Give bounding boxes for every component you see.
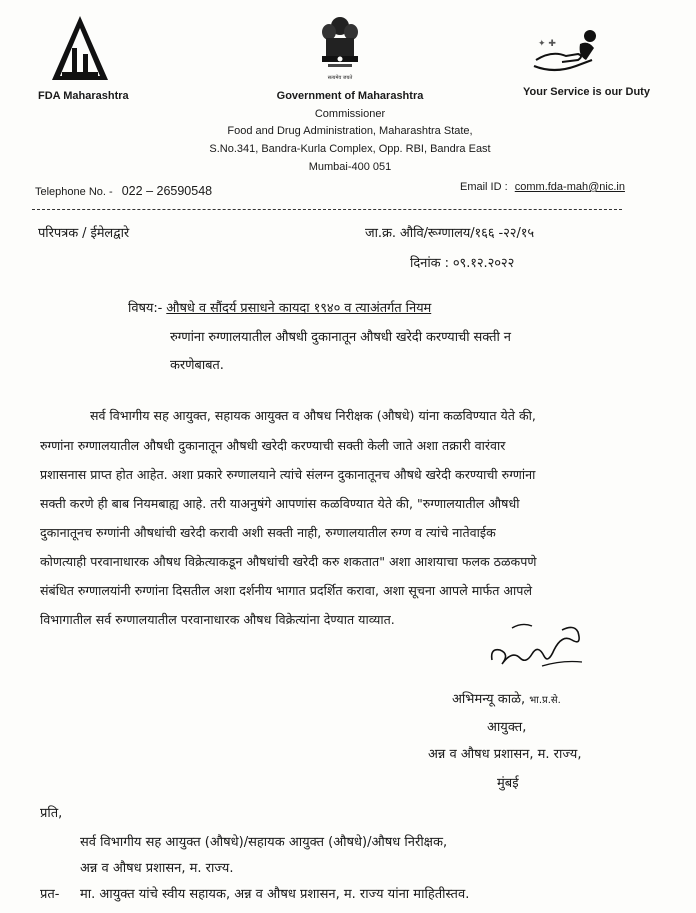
recipient-line-2: अन्न व औषध प्रशासन, म. राज्य. bbox=[80, 861, 234, 876]
signatory-city: मुंबई bbox=[497, 776, 519, 791]
header-divider bbox=[32, 209, 622, 210]
reference-number: जा.क्र. औवि/रूग्णालय/१६६ -२२/१५ bbox=[365, 226, 535, 241]
header-line-3: S.No.341, Bandra-Kurla Complex, Opp. RBI, Bandra East bbox=[209, 143, 491, 155]
fda-maharashtra-label: FDA Maharashtra bbox=[38, 90, 129, 102]
copy-label: प्रत- bbox=[40, 887, 60, 902]
state-emblem bbox=[318, 14, 362, 76]
svg-text:✦ ✚: ✦ ✚ bbox=[538, 39, 556, 49]
subject-line-3: करणेबाबत. bbox=[170, 358, 224, 373]
email-line bbox=[460, 181, 625, 193]
subject-label: विषय:- bbox=[128, 301, 163, 316]
subject-line-1 bbox=[128, 298, 431, 316]
body-line: संबंधित रुग्णालयांनी रुग्णांना दिसतील अशा दर्शनीय भागात प्रदर्शित करावा, अशा सूचना आपले मार्फत आपले bbox=[40, 583, 532, 598]
email-link[interactable]: comm.fda-mah@nic.in bbox=[514, 181, 625, 193]
motto-label: Your Service is our Duty bbox=[523, 86, 650, 98]
subject-line-2: रुग्णांना रुग्णालयातील औषधी दुकानातून औषधी खरेदी करण्याची सक्ती न bbox=[170, 330, 511, 345]
signatory-title: आयुक्त, bbox=[487, 720, 527, 735]
government-title: Government of Maharashtra bbox=[276, 90, 424, 102]
header-line-1: Commissioner bbox=[314, 108, 386, 120]
handwritten-signature bbox=[482, 620, 592, 680]
telephone-line bbox=[35, 184, 212, 198]
recipient-label: प्रति, bbox=[40, 806, 63, 821]
copy-line: मा. आयुक्त यांचे स्वीय सहायक, अन्न व औषध प्रशासन, म. राज्य यांना माहितीस्तव. bbox=[80, 887, 470, 902]
header-line-2: Food and Drug Administration, Maharashtra State, bbox=[227, 125, 473, 137]
emblem-caption: सत्यमेव जयते bbox=[327, 75, 353, 81]
signatory-name: अभिमन्यू काळे, bbox=[452, 692, 526, 707]
body-line: दुकानातूनच रुग्णांनी औषधांची खरेदी करावी अशी सक्ती नाही, रुग्णालयातील रुग्ण व त्यांचे नातेवाईक bbox=[40, 525, 496, 540]
body-line: रुग्णांना रुग्णालयातील औषधी दुकानातून औषधी खरेदी करण्याची सक्ती केली जाते अशा तक्रारी वारंवार bbox=[40, 438, 506, 453]
fda-logo bbox=[50, 14, 110, 82]
body-line: प्रशासनास प्राप्त होत आहेत. अशा प्रकारे रुग्णालयाने त्यांचे संलग्न दुकानातूनच औषधे खरेदी करण्याची रुग्णांना bbox=[40, 467, 536, 482]
body-line: सक्ती करणे ही बाब नियमबाह्य आहे. तरी याअनुषंगे आपणांस कळविण्यात येते की, "रुग्णालयातील औषधी bbox=[40, 496, 520, 511]
email-label: Email ID : bbox=[460, 181, 508, 193]
body-line: सर्व विभागीय सह आयुक्त, सहायक आयुक्त व औषध निरीक्षक (औषधे) यांना कळविण्यात येते की, bbox=[90, 408, 536, 423]
telephone-label: Telephone No. - bbox=[35, 186, 113, 198]
body-line: कोणत्याही परवानाधारक औषध विक्रेत्याकडून औषधांची खरेदी करु शकतात" अशा आशयाचा फलक ठळकपणे bbox=[40, 554, 537, 569]
circular-label: परिपत्रक / ईमेलद्वारे bbox=[38, 226, 130, 241]
telephone-number: 022 – 26590548 bbox=[121, 184, 213, 198]
signatory-name-line bbox=[452, 689, 561, 707]
recipient-line-1: सर्व विभागीय सह आयुक्त (औषधे)/सहायक आयुक्त (औषधे)/औषध निरीक्षक, bbox=[80, 835, 448, 850]
service-logo bbox=[532, 26, 604, 82]
subject-heading: औषधे व सौंदर्य प्रसाधने कायदा १९४० व त्याअंतर्गत नियम bbox=[166, 301, 432, 316]
header-line-4: Mumbai-400 051 bbox=[308, 161, 392, 173]
letter-date: दिनांक : ०९.१२.२०२२ bbox=[410, 256, 515, 271]
body-line: विभागातील सर्व रुग्णालयातील परवानाधारक औषध विक्रेत्यांना देण्यात याव्यात. bbox=[40, 612, 395, 627]
signatory-suffix: भा.प्र.से. bbox=[529, 695, 561, 706]
signatory-org: अन्न व औषध प्रशासन, म. राज्य, bbox=[428, 747, 582, 762]
